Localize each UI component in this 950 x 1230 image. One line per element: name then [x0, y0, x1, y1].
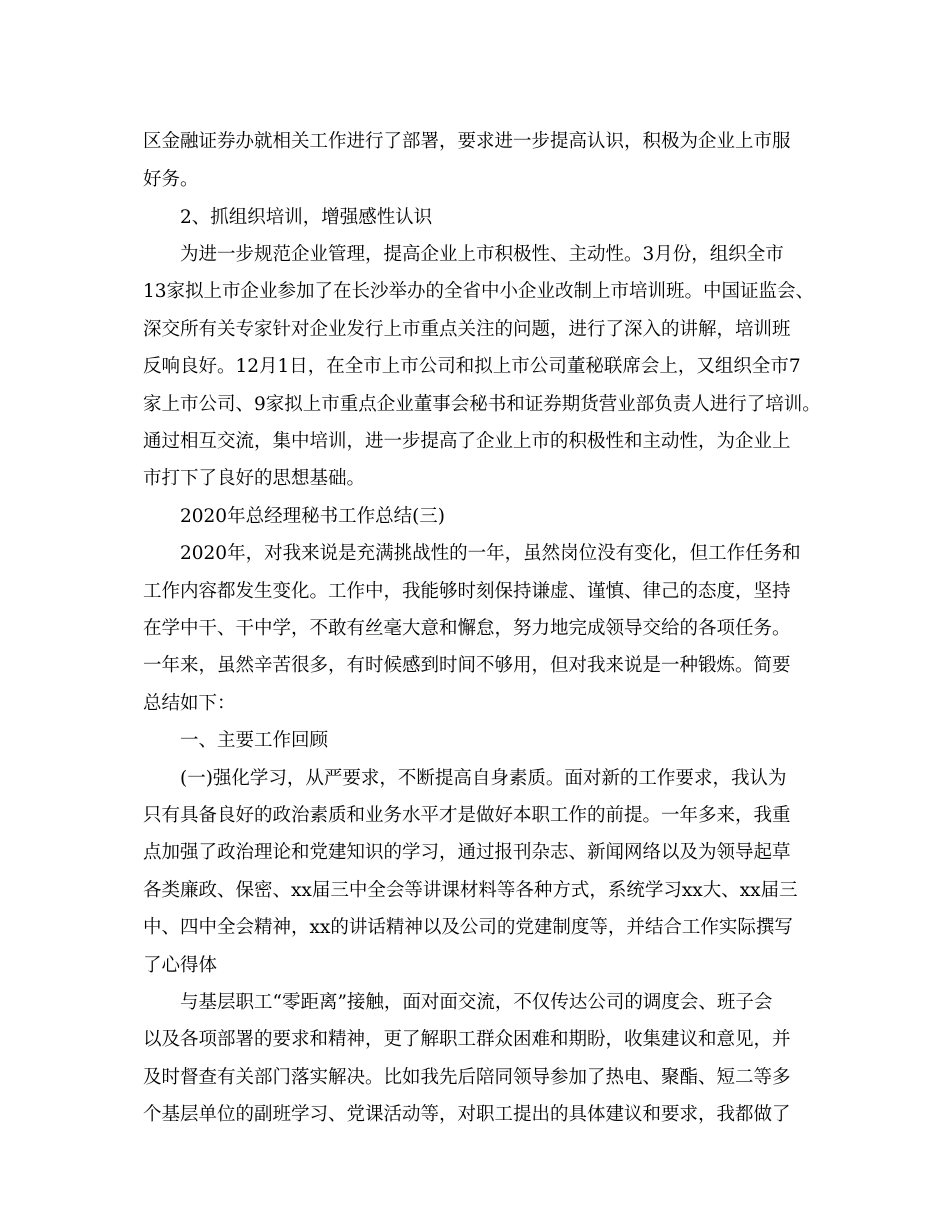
body-text-line: 只有具备良好的政治素质和业务水平才是做好本职工作的前提。一年多来，我重	[143, 805, 791, 826]
section-title: 2020年总经理秘书工作总结(三)	[180, 506, 446, 527]
body-text-line: 以及各项部署的要求和精神，更了解职工群众困难和期盼，收集建议和意见，并	[143, 1029, 791, 1050]
body-text-line: 13家拟上市企业参加了在长沙举办的全省中小企业改制上市培训班。中国证监会、	[143, 281, 815, 302]
section-heading: 2、抓组织培训，增强感性认识	[180, 207, 433, 228]
body-text-line: 点加强了政治理论和党建知识的学习，通过报刊杂志、新闻网络以及为领导起草	[143, 842, 791, 863]
body-text-line: 总结如下：	[143, 693, 236, 714]
body-text-line: 反响良好。12月1日，在全市上市公司和拟上市公司董秘联席会上，又组织全市7	[143, 356, 801, 377]
body-text-line: 了心得体	[143, 955, 218, 976]
body-text-line: 工作内容都发生变化。工作中，我能够时刻保持谦虚、谨慎、律己的态度，坚持	[143, 581, 791, 602]
body-text-line: 区金融证券办就相关工作进行了部署，要求进一步提高认识，积极为企业上市服	[143, 131, 791, 152]
body-text-line: 在学中干、干中学，不敢有丝毫大意和懈怠，努力地完成领导交给的各项任务。	[143, 618, 791, 639]
section-heading: 一、主要工作回顾	[180, 730, 329, 751]
body-text-line: 与基层职工“零距离”接触，面对面交流，不仅传达公司的调度会、班子会	[180, 992, 773, 1013]
body-text-line: 市打下了良好的思想基础。	[143, 468, 366, 489]
body-text-line: 个基层单位的副班学习、党课活动等，对职工提出的具体建议和要求，我都做了	[143, 1104, 791, 1125]
body-text-line: 深交所有关专家针对企业发行上市重点关注的问题，进行了深入的讲解，培训班	[143, 319, 791, 340]
body-text-line: 一年来，虽然辛苦很多，有时候感到时间不够用，但对我来说是一种锻炼。简要	[143, 655, 791, 676]
body-text-line: 家上市公司、9家拟上市重点企业董事会秘书和证券期货营业部负责人进行了培训。	[143, 394, 821, 415]
body-text-line: 好务。	[143, 169, 199, 190]
body-text-line: 及时督查有关部门落实解决。比如我先后陪同领导参加了热电、聚酯、短二等多	[143, 1067, 791, 1088]
body-text-line: 为进一步规范企业管理，提高企业上市积极性、主动性。3月份，组织全市	[180, 244, 784, 265]
body-text-line: (一)强化学习，从严要求，不断提高自身素质。面对新的工作要求，我认为	[180, 768, 787, 789]
body-text-line: 中、四中全会精神，xx的讲话精神以及公司的党建制度等，并结合工作实际撰写	[143, 917, 793, 938]
body-text-line: 2020年，对我来说是充满挑战性的一年，虽然岗位没有变化，但工作任务和	[180, 543, 801, 564]
body-text-line: 各类廉政、保密、xx届三中全会等讲课材料等各种方式，系统学习xx大、xx届三	[143, 880, 798, 901]
body-text-line: 通过相互交流，集中培训，进一步提高了企业上市的积极性和主动性，为企业上	[143, 431, 791, 452]
